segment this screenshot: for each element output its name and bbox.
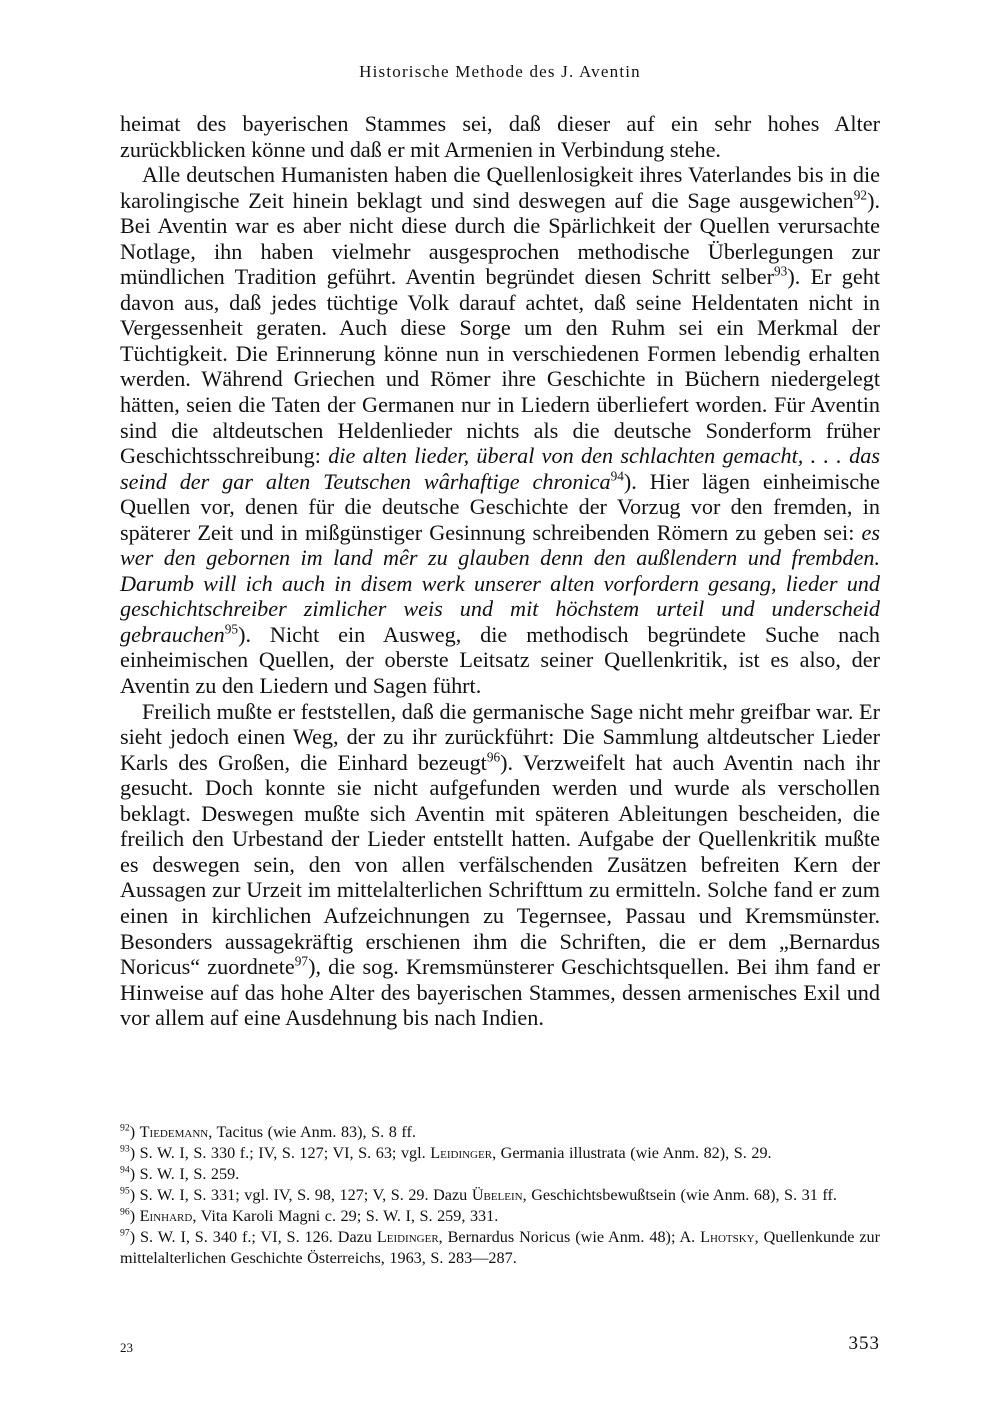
text-run: , Bernardus Noricus (wie Anm. 48); A.: [438, 1228, 701, 1246]
main-text: [120, 111, 880, 1031]
author-name: Lhotsky: [700, 1228, 755, 1246]
author-name: Leidinger: [376, 1228, 439, 1246]
text-run: , Germania illustrata (wie Anm. 82), S. 29.: [492, 1144, 772, 1162]
footnote-ref: 93: [774, 263, 788, 279]
text-run: , Geschichtsbewußtsein (wie Anm. 68), S. 31 ff.: [522, 1186, 837, 1204]
footnote-ref: 96: [486, 749, 501, 765]
signature-mark: 23: [120, 1340, 133, 1355]
footnote-94: [120, 1164, 880, 1185]
paragraph: [120, 699, 880, 1031]
text-run: Alle deutschen Humanisten haben die Quellenlosigkeit ihres Vaterlandes bis in die karolingische Zeit hinein beklagt und sind deswegen auf die Sage ausgewichen: [120, 162, 880, 213]
text-run: ), die sog. Kremsmünsterer Geschichtsquellen. Bei ihm fand er Hinweise auf das hohe Alter des bayerischen Stammes, dessen armenisches Exil und vor allem auf eine Ausdehnung bis nach Indien.: [120, 954, 880, 1031]
footnote-96: [120, 1206, 880, 1227]
footnote-97: [120, 1227, 880, 1269]
footnote-ref: 93: [120, 1143, 130, 1155]
author-name: Tiedemann: [139, 1123, 209, 1141]
footnote-ref: 97: [294, 953, 309, 969]
footnote-93: [120, 1143, 880, 1164]
text-run: ) S. W. I, S. 331; vgl. IV, S. 98, 127; V, S. 29. Dazu: [129, 1186, 472, 1204]
text-run: ) S. W. I, S. 259.: [129, 1165, 240, 1183]
text-run: , Tacitus (wie Anm. 83), S. 8 ff.: [208, 1123, 416, 1141]
footnote-ref: 94: [120, 1164, 130, 1176]
text-run: ). Bei Aventin war es aber nicht diese durch die Spärlichkeit der Quellen verursachte Notlage, ihn haben vielmehr ausgesprochen methodische Überlegungen zur mündlichen Tradition geführt. Aventin begründet diesen Schritt selber: [120, 187, 880, 290]
page-number: 353: [848, 1333, 880, 1354]
footnote-ref: 92: [853, 187, 868, 203]
footnote-ref: 95: [224, 621, 239, 637]
text-run: ). Verzweifelt hat auch Aventin nach ihr gesucht. Doch konnte sie nicht aufgefunden werden und wurde als verschollen beklagt. Deswegen mußte sich Aventin mit späteren Ableitungen bescheiden, die freilich den Urbestand der Lieder entstellt hatten. Aufgabe der Quellenkritik mußte es deswegen sein, den von allen verfälschenden Zusätzen befreiten Kern der Aussagen zur Urzeit im mittelalterlichen Schrifttum zu ermitteln. Solche fand er zum einen in kirchlichen Aufzeichnungen zu Tegernsee, Passau und Kremsmünster. Besonders aussagekräftig erschienen ihm die Schriften, die er dem „Bernardus Noricus“ zuordnete: [120, 749, 880, 980]
author-name: Einhard: [139, 1207, 193, 1225]
text-run: , Quellenkunde zur mittelalterlichen Geschichte Österreichs, 1963, S. 283—287.: [120, 1228, 880, 1267]
footnote-ref: 94: [610, 468, 624, 484]
text-run: ). Er geht davon aus, daß jedes tüchtige Volk darauf achtet, daß seine Heldentaten nicht in Vergessenheit geraten. Auch diese Sorge um den Ruhm sei ein Merkmal der Tüchtigkeit. Die Erinnerung könne nun in verschiedenen Formen lebendig erhalten werden. Während Griechen und Römer ihre Geschichte in Büchern niedergelegt hätten, seien die Taten der Germanen nur in Liedern überliefert worden. Für Aventin sind die altdeutschen Heldenlieder nichts als die deutsche Sonderform früher Geschichtsschreibung:: [120, 264, 881, 469]
paragraph: [120, 162, 880, 698]
running-head: Historische Methode des J. Aventin: [359, 62, 641, 81]
text-run: ) S. W. I, S. 340 f.; VI, S. 126. Dazu: [129, 1228, 377, 1246]
italic-quote: es wer den gebornen im land mêr zu glauben denn den außlendern und frembden. Darumb will ich auch in disem werk unserer alten vorfordern gesang, lieder und geschichtschreiber zimlicher weis und mit höchstem urteil und underscheid gebrauchen: [120, 519, 880, 647]
author-name: Übelein: [471, 1186, 523, 1204]
paragraph: [120, 111, 880, 162]
text-run: , Vita Karoli Magni c. 29; S. W. I, S. 259, 331.: [192, 1207, 499, 1225]
text-run: ). Nicht ein Ausweg, die methodisch begründete Suche nach einheimischen Quellen, der oberste Leitsatz seiner Quellenkritik, ist es also, der Aventin zu den Liedern und Sagen führt.: [120, 621, 880, 699]
text-run: heimat des bayerischen Stammes sei, daß dieser auf ein sehr hohes Alter zurückblicken könne und daß er mit Armenien in Verbindung stehe.: [120, 111, 880, 162]
text-run: ). Hier lägen einheimische Quellen vor, denen für die deutsche Geschichte der Vorzug vor den fremden, in späterer Zeit und in mißgünstiger Gesinnung schreibenden Römern zu geben sei:: [120, 468, 880, 545]
footnotes: [120, 1122, 880, 1269]
text-run: ) S. W. I, S. 330 f.; IV, S. 127; VI, S. 63; vgl.: [129, 1144, 431, 1162]
footnote-ref: 95: [120, 1185, 130, 1197]
footnote-92: [120, 1122, 880, 1143]
text-run: Freilich mußte er feststellen, daß die germanische Sage nicht mehr greifbar war. Er sieht jedoch einen Weg, der zu ihr zurückführt: Die Sammlung altdeutscher Lieder Karls des Großen, die Einhard bezeugt: [120, 698, 880, 775]
author-name: Leidinger: [430, 1144, 493, 1162]
text-run: ): [129, 1123, 140, 1141]
footnote-ref: 97: [120, 1227, 130, 1239]
footnote-95: [120, 1185, 880, 1206]
footnote-ref: 92: [120, 1122, 130, 1134]
footnote-ref: 96: [120, 1206, 130, 1218]
text-run: ): [129, 1207, 140, 1225]
italic-quote: die alten lieder, überal von den schlachten gemacht, . . . das seind der gar alten Teutschen wârhaftige chronica: [120, 443, 880, 494]
